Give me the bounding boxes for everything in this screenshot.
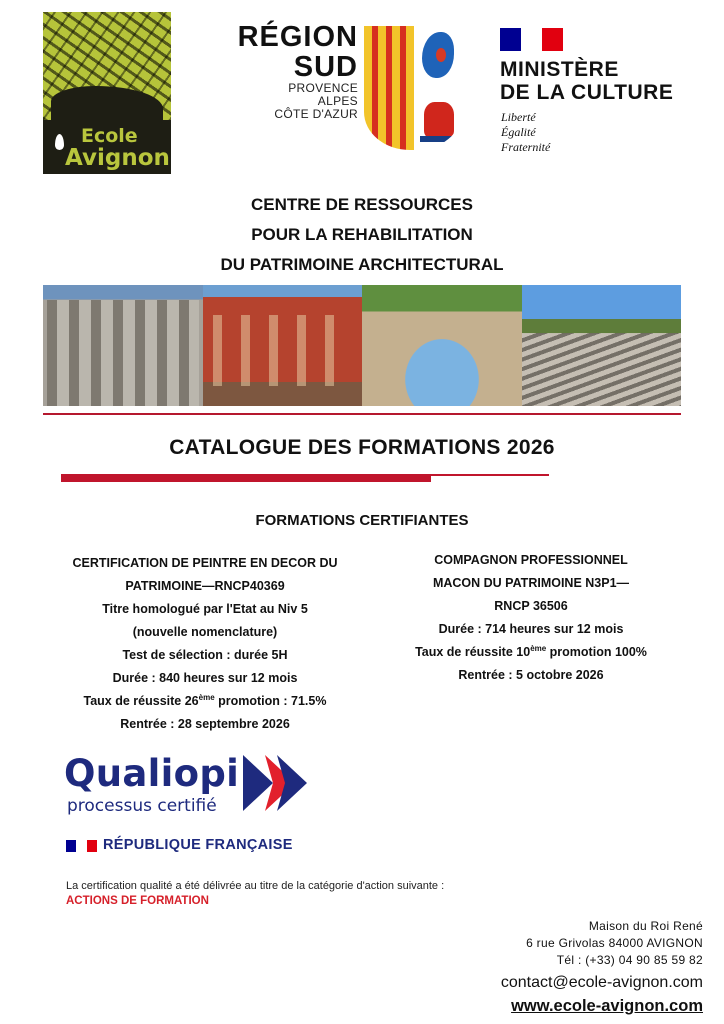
formation-left-title1: CERTIFICATION DE PEINTRE EN DECOR DU — [72, 556, 338, 570]
republic-motto — [501, 110, 550, 155]
taux-left-before: Taux de réussite 26 — [83, 694, 199, 708]
centre-title-line2: POUR LA REHABILITATION — [251, 225, 473, 244]
contact-email: contact@ecole-avignon.com — [500, 974, 703, 991]
website-link[interactable]: www.ecole-avignon.com — [511, 997, 703, 1015]
title-underline-thick — [61, 474, 431, 482]
shield-stripes — [364, 26, 414, 150]
ecole-logo-line2: Avignon — [65, 145, 170, 171]
certification-action: ACTIONS DE FORMATION — [66, 895, 209, 907]
photo-red-facade — [203, 285, 363, 406]
region-shield-icon — [364, 26, 462, 150]
region-sud-logo-text — [218, 22, 358, 121]
formation-right-title2: MACON DU PATRIMOINE N3P1— — [432, 576, 630, 590]
region-sub1: PROVENCE — [288, 81, 358, 95]
contact-address — [501, 918, 703, 1017]
french-flag-icon — [66, 840, 97, 852]
formation-left-title2: PATRIMOINE—RNCP40369 — [125, 579, 285, 593]
formation-left-titre1: Titre homologué par l'Etat au Niv 5 — [102, 602, 308, 616]
centre-title-line1: CENTRE DE RESSOURCES — [251, 195, 473, 214]
centre-title-line3: DU PATRIMOINE ARCHITECTURAL — [220, 255, 504, 274]
formation-left-taux — [30, 690, 380, 713]
taux-left-after: promotion : 71.5% — [214, 694, 327, 708]
formation-peintre-decor — [30, 552, 380, 736]
region-sub2: ALPES — [317, 94, 358, 108]
formation-macon-patrimoine — [376, 549, 686, 687]
ecole-avignon-logo — [43, 12, 171, 174]
centre-title — [0, 190, 724, 280]
qualiopi-arrows-icon — [243, 755, 307, 811]
formation-left-titre2: (nouvelle nomenclature) — [132, 625, 278, 639]
devise-fraternite: Fraternité — [501, 140, 551, 154]
ministere-line2: DE LA CULTURE — [500, 81, 674, 104]
ecole-logo-line1: Ecole — [81, 125, 138, 147]
qualiopi-logo-text: Qualiopi — [64, 752, 240, 795]
formation-right-taux — [376, 641, 686, 664]
devise-egalite: Égalité — [501, 125, 536, 139]
photo-stone-arch — [362, 285, 522, 406]
title-underline-thin — [428, 474, 549, 476]
address-phone: Tél : (+33) 04 90 85 59 82 — [556, 953, 703, 967]
formation-right-title3: RNCP 36506 — [494, 599, 568, 613]
certification-note: La certification qualité a été délivrée au titre de la catégorie d'action suivante : — [66, 880, 445, 892]
formations-heading: FORMATIONS CERTIFIANTES — [255, 512, 469, 529]
shield-base-stripe — [420, 136, 458, 142]
eagle-icon — [424, 102, 454, 138]
divider-line — [43, 413, 681, 415]
ministere-line1: MINISTÈRE — [500, 58, 619, 81]
address-line1: Maison du Roi René — [588, 919, 703, 933]
catalogue-title: CATALOGUE DES FORMATIONS 2026 — [169, 436, 555, 459]
formation-right-title1: COMPAGNON PROFESSIONNEL — [434, 553, 628, 567]
taux-right-before: Taux de réussite 10 — [415, 645, 531, 659]
formation-left-duree: Durée : 840 heures sur 12 mois — [112, 671, 298, 685]
formation-right-rentree: Rentrée : 5 octobre 2026 — [458, 668, 604, 682]
formation-left-test: Test de sélection : durée 5H — [122, 648, 288, 662]
taux-right-sup: ème — [530, 643, 547, 653]
devise-liberte: Liberté — [501, 110, 536, 124]
taux-left-sup: ème — [198, 692, 215, 702]
marianne-flag-icon — [500, 28, 563, 51]
qualiopi-subtitle: processus certifié — [67, 796, 217, 816]
taux-right-after: promotion 100% — [546, 645, 647, 659]
city-map-illustration — [43, 12, 171, 120]
formation-right-duree: Durée : 714 heures sur 12 mois — [438, 622, 624, 636]
photo-dry-stone-wall — [522, 285, 682, 406]
photo-old-buildings — [43, 285, 203, 406]
region-line2: SUD — [293, 51, 358, 83]
heritage-photo-strip — [43, 285, 681, 406]
address-line2: 6 rue Grivolas 84000 AVIGNON — [526, 936, 703, 950]
republique-francaise-label: RÉPUBLIQUE FRANÇAISE — [103, 837, 293, 853]
region-line1: RÉGION — [237, 21, 358, 53]
region-sub3: CÔTE D'AZUR — [274, 107, 358, 121]
formation-left-rentree: Rentrée : 28 septembre 2026 — [120, 717, 290, 731]
ministere-logo-text — [500, 58, 673, 104]
flame-icon — [55, 134, 64, 150]
